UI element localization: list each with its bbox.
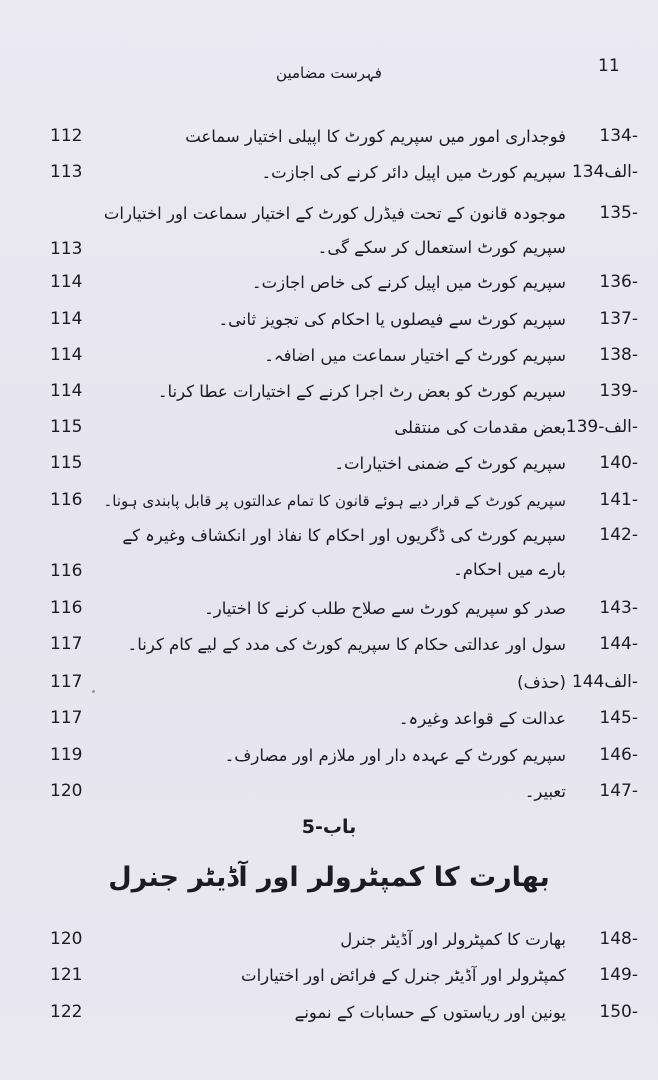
entry-page: 117 <box>50 634 83 654</box>
entry-title: سپریم کورٹ سے فیصلوں یا احکام کی تجویز ثانی۔ <box>218 310 566 329</box>
entry-page: 117 <box>50 708 83 728</box>
toc-entry <box>0 203 658 259</box>
entry-section: 150- <box>599 1002 638 1022</box>
entry-page: 120 <box>50 929 83 949</box>
entry-title: موجودہ قانون کے تحت فیڈرل کورٹ کے اختیار سماعت اور اختیارات سپریم کورٹ استعمال کر سکے گی۔ <box>103 204 566 257</box>
entry-page: 115 <box>50 417 83 437</box>
entry-section: 140- <box>599 453 638 473</box>
entry-section: 145- <box>599 708 638 728</box>
entry-section: 144- <box>599 634 638 654</box>
toc-entry <box>0 272 658 302</box>
entry-page: 113 <box>50 239 83 259</box>
entry-title: سپریم کورٹ کے عہدہ دار اور ملازم اور مصارف۔ <box>224 746 566 765</box>
entry-section: 149- <box>599 965 638 985</box>
entry-title: عدالت کے قواعد وغیرہ۔ <box>398 709 566 728</box>
toc-entry <box>0 525 658 581</box>
entry-section: 139-الف- <box>565 417 638 437</box>
entry-section: 134الف- <box>571 162 638 182</box>
toc-entry <box>0 1002 658 1032</box>
entry-section: 147- <box>599 781 638 801</box>
entry-title: سپریم کورٹ کے اختیار سماعت میں اضافہ۔ <box>264 346 566 365</box>
entry-section: 138- <box>599 345 638 365</box>
entry-title: صدر کو سپریم کورٹ سے صلاح طلب کرنے کا اختیار۔ <box>204 599 566 618</box>
entry-section: 144الف- <box>571 672 638 692</box>
entry-title: سپریم کورٹ کے قرار دیے ہوئے قانون کا تمام عدالتوں پر قابل پابندی ہونا۔ <box>103 492 566 510</box>
entry-page: 114 <box>50 272 83 292</box>
entry-page: 114 <box>50 381 83 401</box>
entry-section: 141- <box>599 490 638 510</box>
entry-title: تعبیر۔ <box>524 782 566 801</box>
entry-page: 112 <box>50 126 83 146</box>
toc-entry <box>0 162 658 192</box>
entry-page: 122 <box>50 1002 83 1022</box>
toc-entry <box>0 634 658 664</box>
toc-entry <box>0 965 658 995</box>
entry-title: کمپٹرولر اور آڈیٹر جنرل کے فرائض اور اختیارات <box>241 966 566 985</box>
entry-page: 114 <box>50 345 83 365</box>
entry-title: سپریم کورٹ میں اپیل کرنے کی خاص اجازت۔ <box>251 273 566 292</box>
toc-entry <box>0 708 658 738</box>
entry-title: (حذف) <box>517 673 566 692</box>
entry-section: 139- <box>599 381 638 401</box>
entry-title: سپریم کورٹ میں اپیل دائر کرنے کی اجازت۔ <box>261 163 566 182</box>
entry-title: سول اور عدالتی حکام کا سپریم کورٹ کی مدد کے لیے کام کرنا۔ <box>127 635 566 654</box>
running-title: فہرست مضامین <box>276 64 382 82</box>
entry-section: 135- <box>599 203 638 223</box>
entry-title: بعض مقدمات کی منتقلی <box>394 418 566 437</box>
entry-section: 146- <box>599 745 638 765</box>
toc-entry <box>0 126 658 156</box>
entry-title: سپریم کورٹ کے ضمنی اختیارات۔ <box>334 454 566 473</box>
page-number: 11 <box>598 56 620 76</box>
entry-page: 120 <box>50 781 83 801</box>
paper-speck <box>92 690 95 693</box>
toc-entry <box>0 598 658 628</box>
entry-page: 116 <box>50 598 83 618</box>
toc-entry <box>0 490 658 520</box>
toc-entry <box>0 309 658 339</box>
toc-entry <box>0 929 658 959</box>
chapter-label: باب-5 <box>301 816 357 838</box>
toc-entry <box>0 672 658 702</box>
toc-entry <box>0 345 658 375</box>
entry-section: 148- <box>599 929 638 949</box>
entry-page: 117 <box>50 672 83 692</box>
entry-page: 119 <box>50 745 83 765</box>
toc-entry <box>0 417 658 447</box>
entry-section: 143- <box>599 598 638 618</box>
entry-page: 113 <box>50 162 83 182</box>
entry-title: فوجداری امور میں سپریم کورٹ کا اپیلی اختیار سماعت <box>185 127 566 146</box>
entry-title: سپریم کورٹ کی ڈگریوں اور احکام کا نفاذ اور انکشاف وغیرہ کے بارے میں احکام۔ <box>122 526 566 579</box>
toc-entry <box>0 781 658 811</box>
entry-section: 137- <box>599 309 638 329</box>
toc-entry <box>0 745 658 775</box>
entry-section: 134- <box>599 126 638 146</box>
entry-page: 116 <box>50 490 83 510</box>
entry-title: سپریم کورٹ کو بعض رٹ اجرا کرنے کے اختیارات عطا کرنا۔ <box>157 382 566 401</box>
entry-page: 114 <box>50 309 83 329</box>
entry-section: 136- <box>599 272 638 292</box>
toc-entry <box>0 453 658 483</box>
entry-page: 115 <box>50 453 83 473</box>
entry-section: 142- <box>599 525 638 545</box>
toc-entry <box>0 381 658 411</box>
entry-title: بھارت کا کمپٹرولر اور آڈیٹر جنرل <box>340 930 566 949</box>
entry-page: 116 <box>50 561 83 581</box>
entry-title: یونین اور ریاستوں کے حسابات کے نمونے <box>294 1003 566 1022</box>
chapter-title: بھارت کا کمپٹرولر اور آڈیٹر جنرل <box>108 862 550 893</box>
entry-page: 121 <box>50 965 83 985</box>
